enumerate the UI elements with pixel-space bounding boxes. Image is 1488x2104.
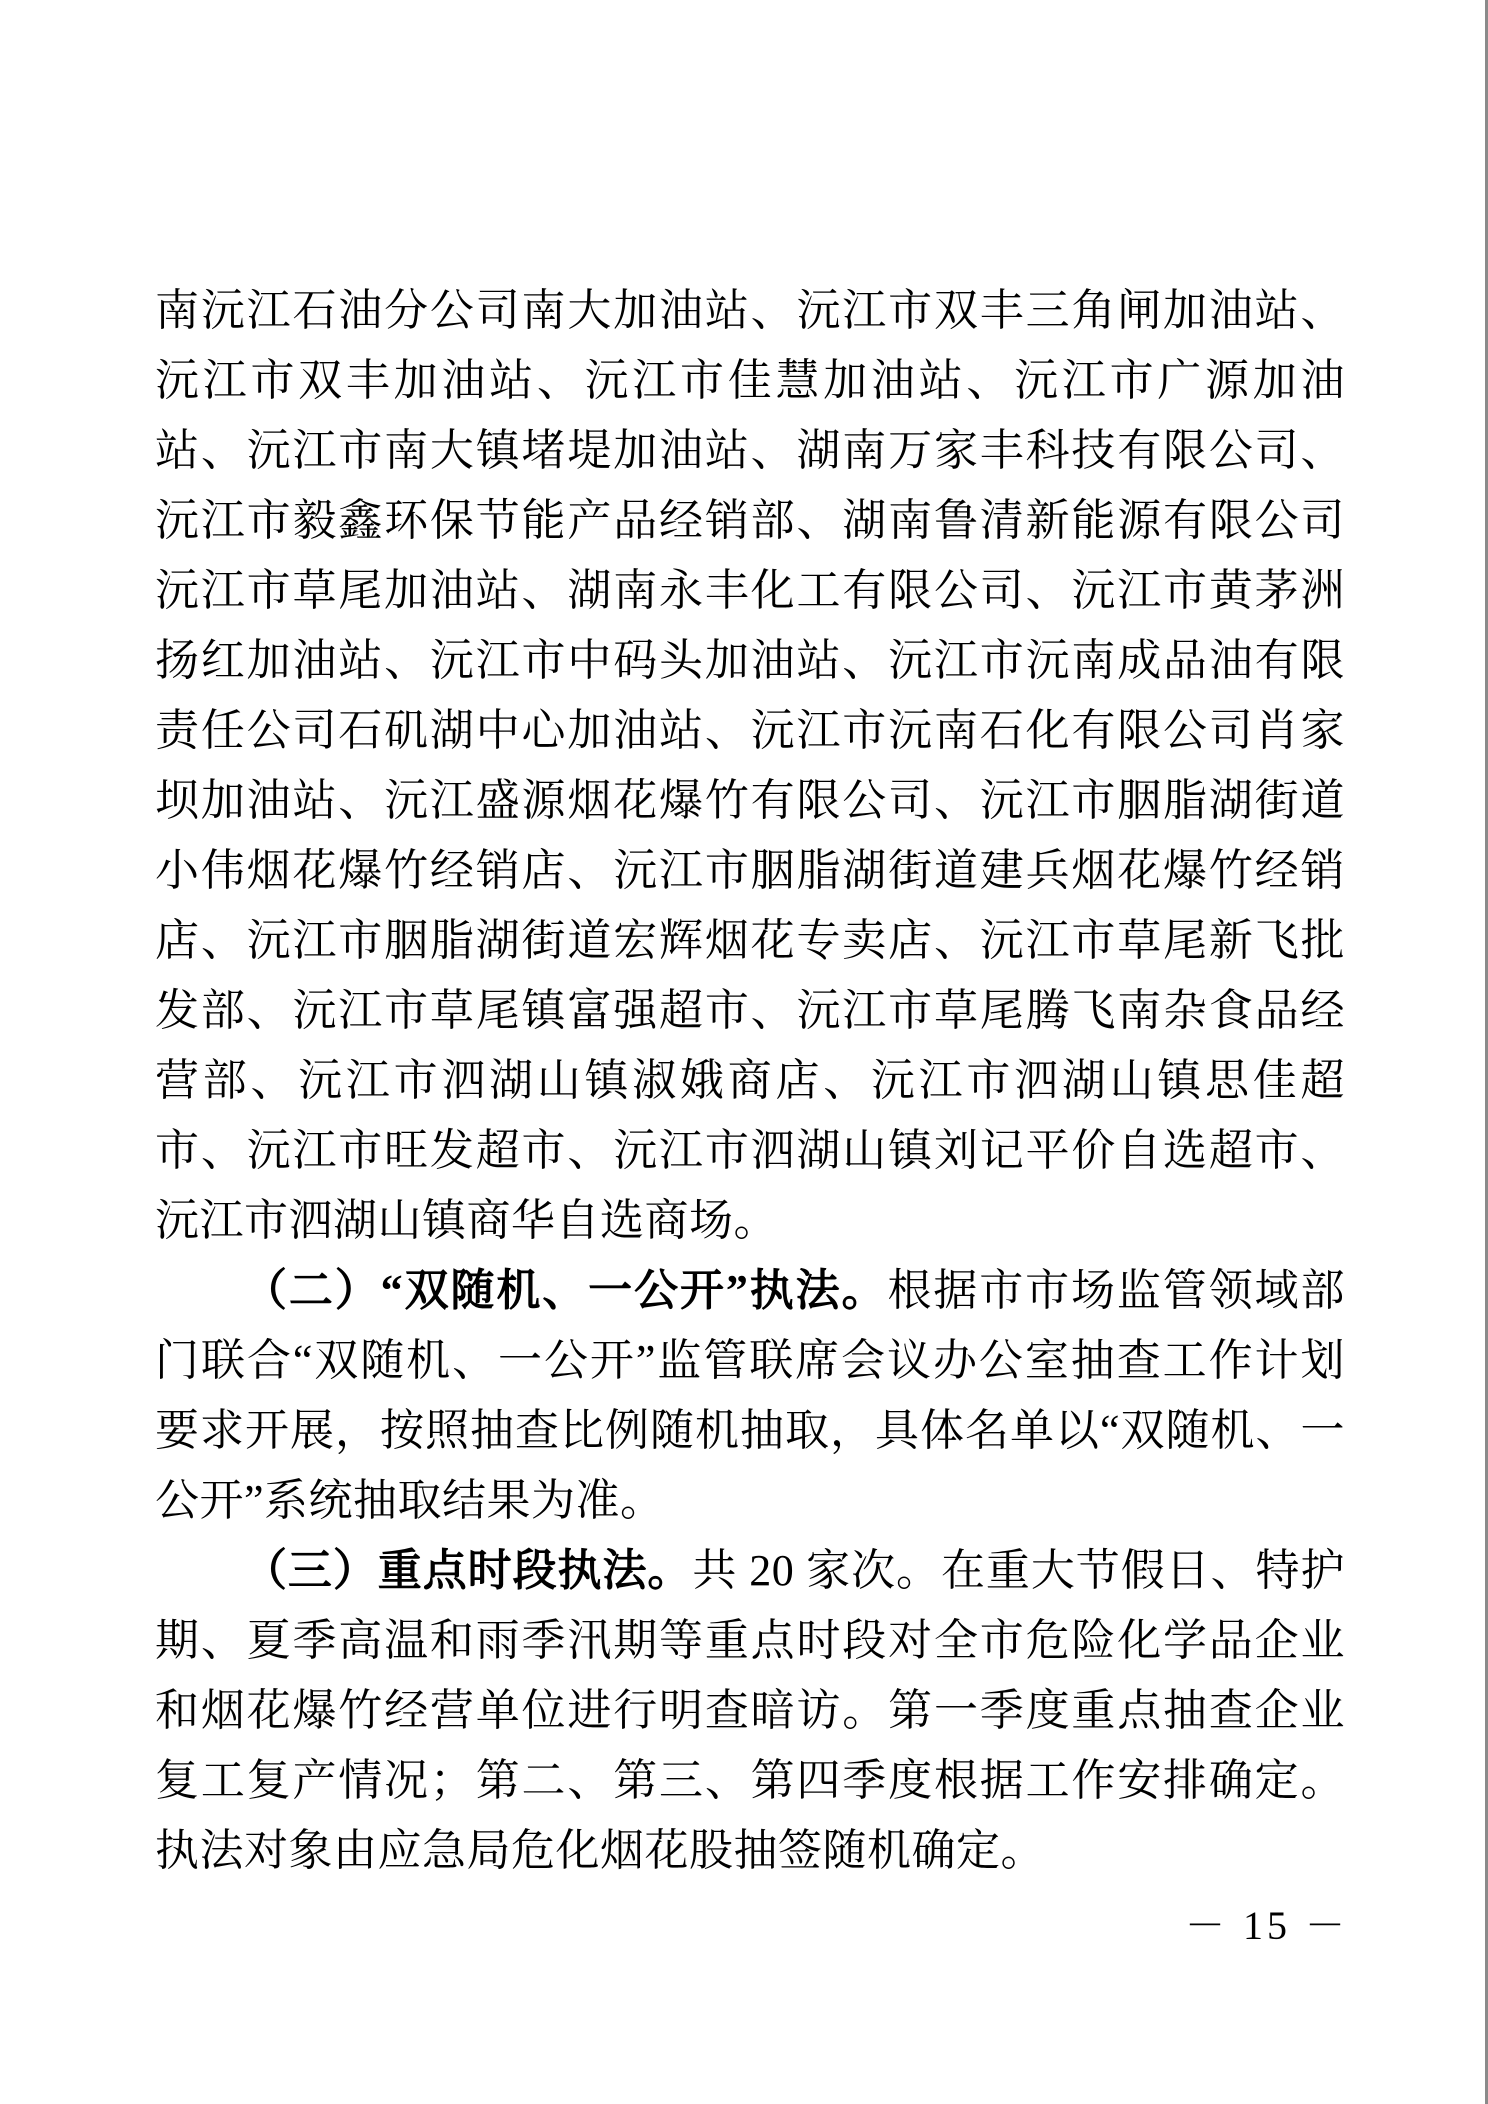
- document-body: [155, 276, 1345, 1886]
- paragraph-enterprise-list: [155, 276, 1345, 1256]
- paragraph-double-random-enforcement: [155, 1256, 1345, 1536]
- paragraph-key-period-enforcement: [155, 1536, 1345, 1886]
- paragraph-text: 南沅江石油分公司南大加油站、沅江市双丰三角闸加油站、沅江市双丰加油站、沅江市佳慧加油站、沅江市广源加油站、沅江市南大镇堵堤加油站、湖南万家丰科技有限公司、沅江市毅鑫环保节能产品经销部、湖南鲁清新能源有限公司沅江市草尾加油站、湖南永丰化工有限公司、沅江市黄茅洲扬红加油站、沅江市中码头加油站、沅江市沅南成品油有限责任公司石矶湖中心加油站、沅江市沅南石化有限公司肖家坝加油站、沅江盛源烟花爆竹有限公司、沅江市胭脂湖街道小伟烟花爆竹经销店、沅江市胭脂湖街道建兵烟花爆竹经销店、沅江市胭脂湖街道宏辉烟花专卖店、沅江市草尾新飞批发部、沅江市草尾镇富强超市、沅江市草尾腾飞南杂食品经营部、沅江市泗湖山镇淑娥商店、沅江市泗湖山镇思佳超市、沅江市旺发超市、沅江市泗湖山镇刘记平价自选超市、沅江市泗湖山镇商华自选商场。: [155, 286, 1345, 1245]
- paragraph-text: 共 20 家次。在重大节假日、特护期、夏季高温和雨季汛期等重点时段对全市危险化学品企业和烟花爆竹经营单位进行明查暗访。第一季度重点抽查企业复工复产情况；第二、第三、第四季度根据工作安排确定。执法对象由应急局危化烟花股抽签随机确定。: [155, 1546, 1345, 1875]
- section-heading-2: （二）“双随机、一公开”执法。: [243, 1266, 888, 1315]
- page-number: － 15 －: [1185, 1903, 1349, 1948]
- section-heading-3: （三）重点时段执法。: [243, 1546, 693, 1595]
- paragraph-text: 根据市市场监管领域部门联合“双随机、一公开”监管联席会议办公室抽查工作计划要求开展，按照抽查比例随机抽取，具体名单以“双随机、一公开”系统抽取结果为准。: [155, 1266, 1345, 1525]
